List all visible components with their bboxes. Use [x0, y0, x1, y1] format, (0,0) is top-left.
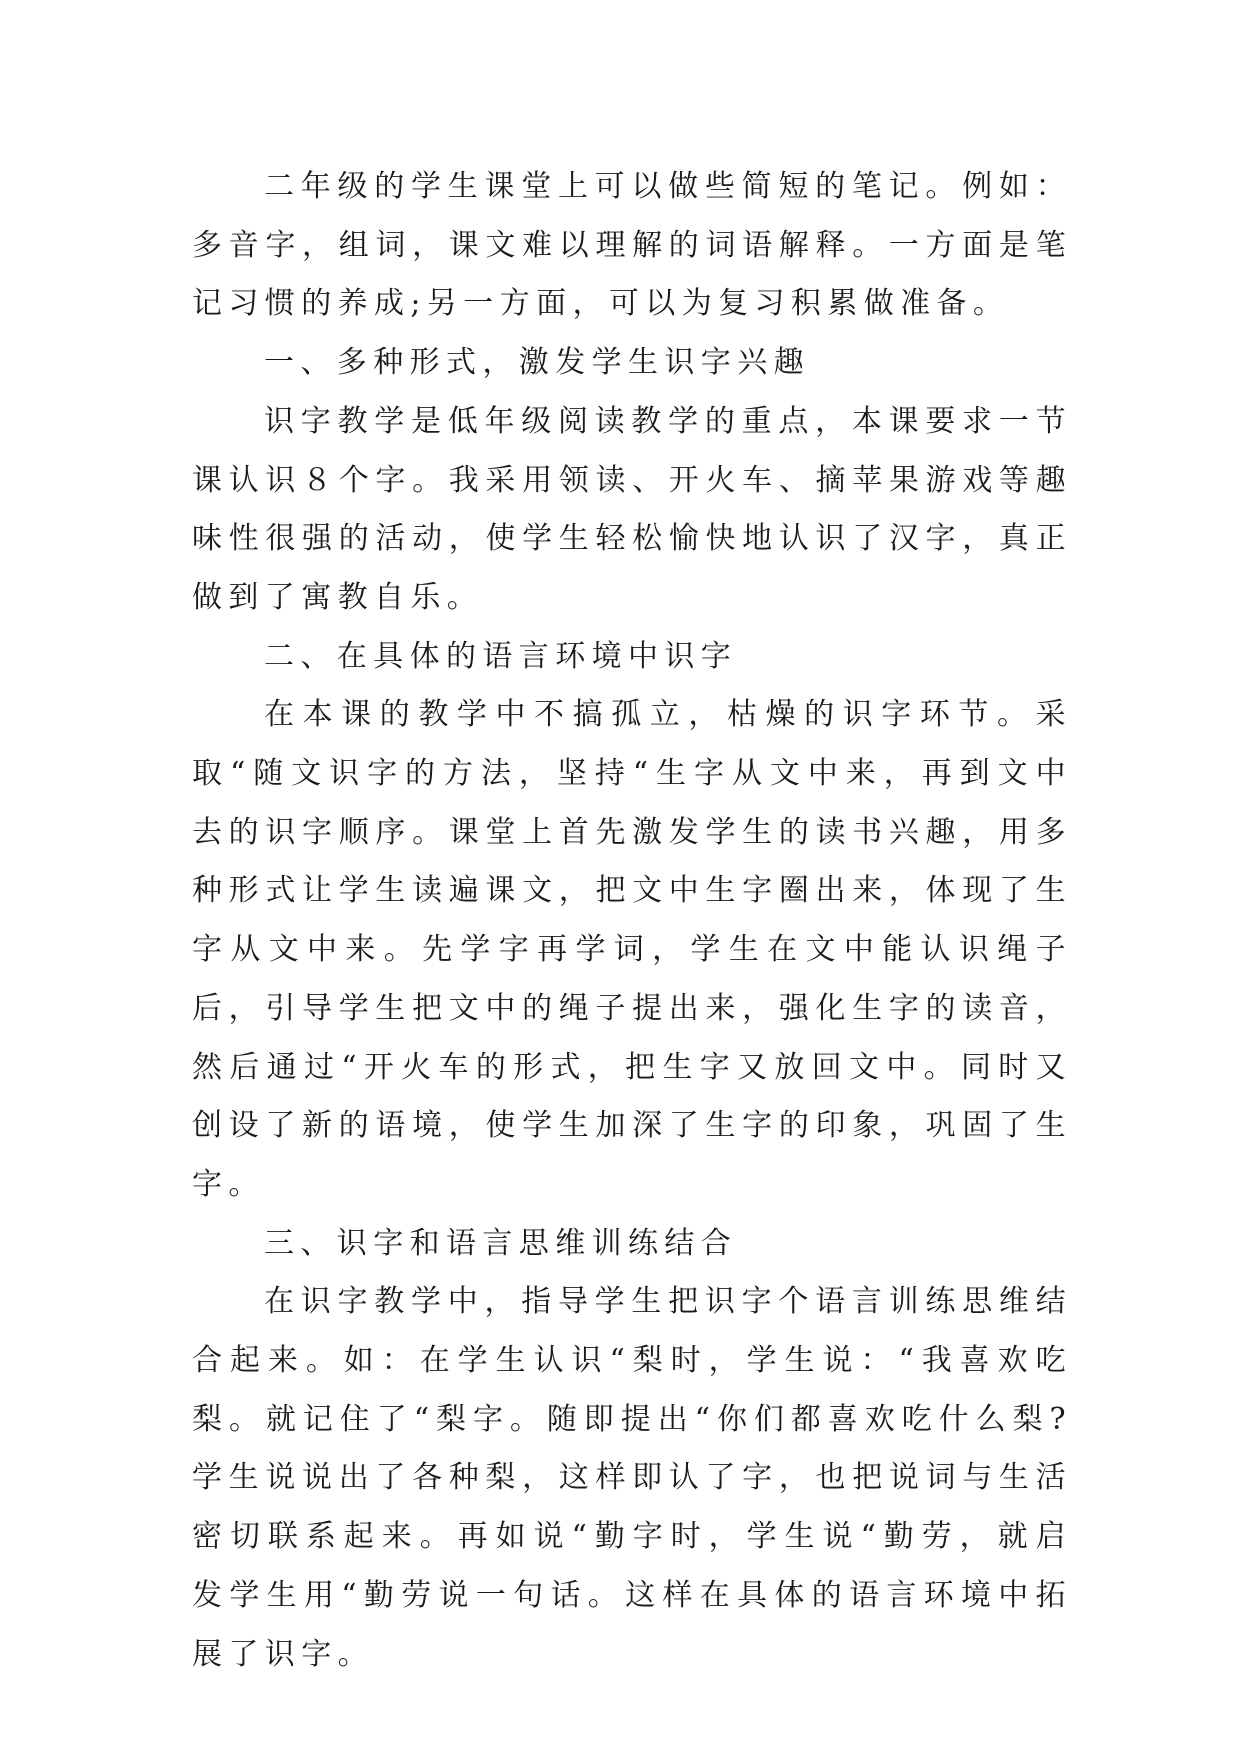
section-heading-2: 二、在具体的语言环境中识字 — [264, 638, 738, 674]
paragraph-note-taking: 二年级的学生课堂上可以做些简短的笔记。例如：多音字，组词，课文难以理解的词语解释。一方面是笔记习惯的养成;另一方面，可以为复习积累做准备。 — [192, 169, 1072, 322]
paragraph-literacy-interest: 识字教学是低年级阅读教学的重点，本课要求一节课认识８个字。我采用领读、开火车、摘苹果游戏等趣味性很强的活动，使学生轻松愉快地认识了汉字，真正做到了寓教自乐。 — [192, 403, 1072, 615]
paragraph-context-literacy: 在本课的教学中不搞孤立，枯燥的识字环节。采取“随文识字的方法，坚持“生字从文中来，再到文中去的识字顺序。课堂上首先激发学生的读书兴趣，用多种形式让学生读遍课文，把文中生字圈出来，体现了生字从文中来。先学字再学词，学生在文中能认识绳子后，引导学生把文中的绳子提出来，强化生字的读音，然后通过“开火车的形式，把生字又放回文中。同时又创设了新的语境，使学生加深了生字的印象，巩固了生字。 — [192, 697, 1072, 1202]
paragraph-language-thinking: 在识字教学中，指导学生把识字个语言训练思维结合起来。如：在学生认识“梨时，学生说：“我喜欢吃梨。就记住了“梨字。随即提出“你们都喜欢吃什么梨?学生说说出了各种梨，这样即认了字，也把说词与生活密切联系起来。再如说“勤字时，学生说“勤劳，就启发学生用“勤劳说一句话。这样在具体的语言环境中拓展了识字。 — [192, 1284, 1072, 1672]
document-body — [192, 158, 1072, 1684]
section-heading-3: 三、识字和语言思维训练结合 — [264, 1225, 738, 1261]
section-heading-1: 一、多种形式，激发学生识字兴趣 — [264, 345, 810, 381]
